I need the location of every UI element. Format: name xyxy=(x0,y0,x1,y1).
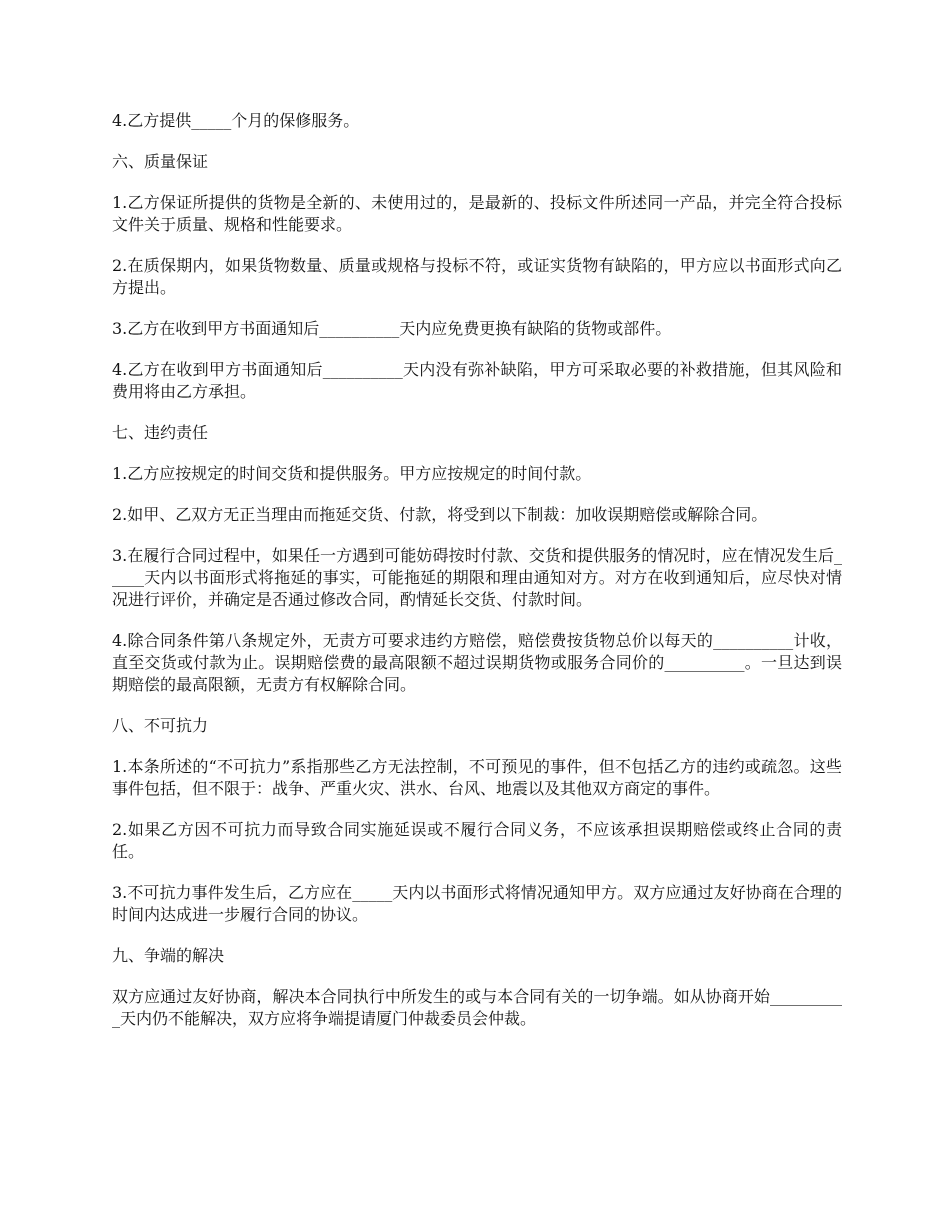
clause-quality-4: 4.乙方在收到甲方书面通知后__________天内没有弥补缺陷，甲方可采取必要的补救措施，但其风险和费用将由乙方承担。 xyxy=(112,360,842,401)
clause-force-majeure-3: 3.不可抗力事件发生后，乙方应在_____天内以书面形式将情况通知甲方。双方应通过友好协商在合理的时间内达成进一步履行合同的协议。 xyxy=(112,883,842,924)
clause-force-majeure-2: 2.如果乙方因不可抗力而导致合同实施延误或不履行合同义务，不应该承担误期赔偿或终止合同的责任。 xyxy=(112,820,842,861)
clause-liability-1: 1.乙方应按规定的时间交货和提供服务。甲方应按规定的时间付款。 xyxy=(112,464,592,483)
section-heading-dispute: 九、争端的解决 xyxy=(112,946,225,965)
clause-force-majeure-1: 1.本条所述的“不可抗力”系指那些乙方无法控制，不可预见的事件，但不包括乙方的违约或疏忽。这些事件包括，但不限于：战争、严重火灾、洪水、台风、地震以及其他双方商定的事件。 xyxy=(112,757,842,798)
document-page xyxy=(112,110,842,1049)
clause-dispute-1: 双方应通过友好协商，解决本合同执行中所发生的或与本合同有关的一切争端。如从协商开始__________天内仍不能解决，双方应将争端提请厦门仲裁委员会仲裁。 xyxy=(112,987,842,1028)
clause-liability-2: 2.如甲、乙双方无正当理由而拖延交货、付款，将受到以下制裁：加收误期赔偿或解除合同。 xyxy=(112,505,768,524)
clause-liability-4: 4.除合同条件第八条规定外，无责方可要求违约方赔偿，赔偿费按货物总价以每天的__________计收，直至交货或付款为止。误期赔偿费的最高限额不超过误期货物或服务合同价的__________。一旦达到误期赔偿的最高限额，无责方有权解除合同。 xyxy=(112,631,842,694)
section-heading-quality: 六、质量保证 xyxy=(112,152,209,171)
section-heading-liability: 七、违约责任 xyxy=(112,423,209,442)
clause-quality-3: 3.乙方在收到甲方书面通知后__________天内应免费更换有缺陷的货物或部件。 xyxy=(112,319,672,338)
section-heading-force-majeure: 八、不可抗力 xyxy=(112,716,209,735)
clause-quality-1: 1.乙方保证所提供的货物是全新的、未使用过的，是最新的、投标文件所述同一产品，并完全符合投标文件关于质量、规格和性能要求。 xyxy=(112,193,842,234)
clause-warranty-period: 4.乙方提供_____个月的保修服务。 xyxy=(112,111,360,130)
clause-quality-2: 2.在质保期内，如果货物数量、质量或规格与投标不符，或证实货物有缺陷的，甲方应以书面形式向乙方提出。 xyxy=(112,256,842,297)
clause-liability-3: 3.在履行合同过程中，如果任一方遇到可能妨碍按时付款、交货和提供服务的情况时，应在情况发生后_____天内以书面形式将拖延的事实，可能拖延的期限和理由通知对方。对方在收到通知后，应尽快对情况进行评价，并确定是否通过修改合同，酌情延长交货、付款时间。 xyxy=(112,546,842,609)
